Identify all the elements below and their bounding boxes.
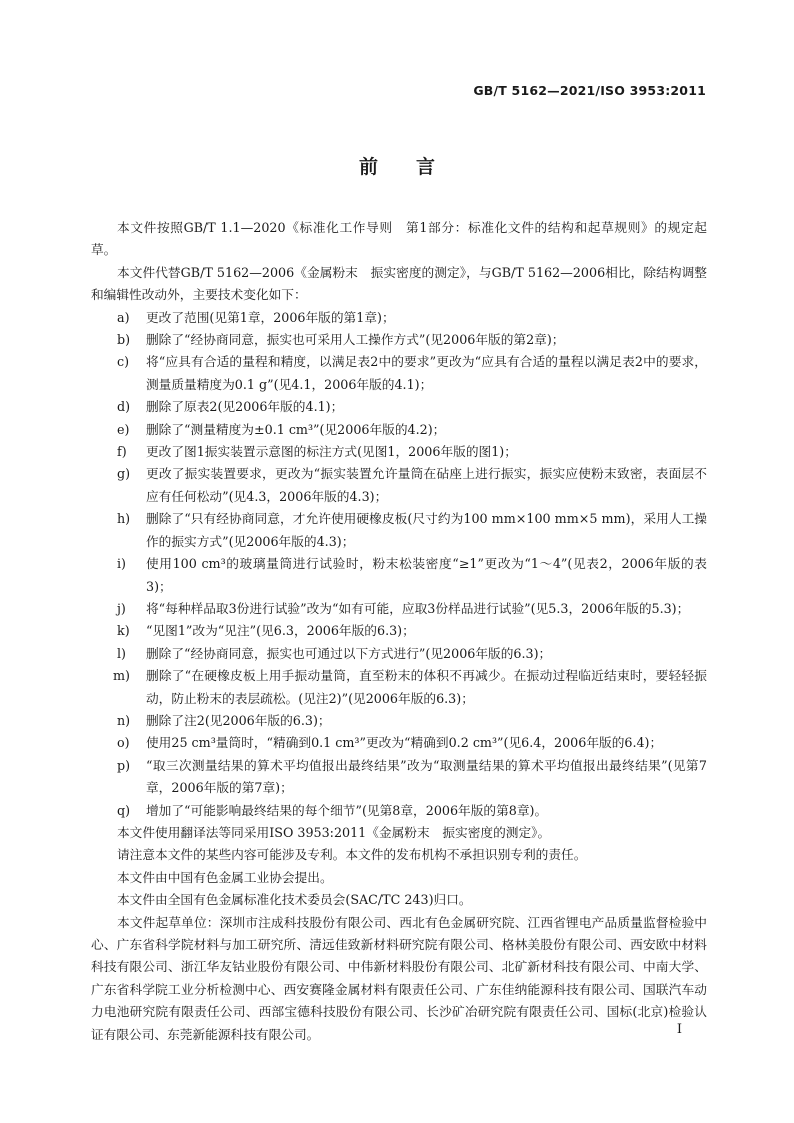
change-item [91, 307, 707, 329]
change-item [91, 351, 707, 396]
item-label: c) [117, 354, 130, 370]
item-text: 删除了注2(见2006年版的6.3)； [146, 712, 331, 728]
change-item [91, 732, 707, 754]
change-item [91, 800, 707, 822]
item-text: 增加了“可能影响最终结果的每个细节”(见第8章，2006年版的第8章)。 [146, 802, 548, 818]
item-text: 将“应具有合适的量程和精度，以满足表2中的要求”更改为“应具有合适的量程以满足表2中的要求，测量质量精度为0.1 g”(见4.1，2006年版的4.1)； [146, 354, 707, 392]
change-item [91, 329, 707, 351]
item-label: a) [117, 309, 130, 325]
item-label: g) [117, 466, 131, 482]
item-text: 更改了振实装置要求，更改为“振实装置允许量筒在砧座上进行振实，振实应使粉末致密，表面层不应有任何松动”(见4.3，2006年版的4.3)； [146, 466, 707, 504]
paragraph-committee: 本文件由全国有色金属标准化技术委员会(SAC/TC 243)归口。 [117, 892, 472, 908]
item-text: 删除了“只有经协商同意，才允许使用硬橡皮板(尺寸约为100 mm×100 mm×5 mm)，采用人工操作的振实方式”(见2006年版的4.3)； [146, 511, 707, 549]
item-text: “见图1”改为“见注”(见6.3，2006年版的6.3)； [146, 623, 415, 639]
change-list [91, 307, 707, 822]
item-label: d) [117, 399, 131, 415]
item-text: 删除了“在硬橡皮板上用手振动量筒，直至粉末的体积不再减少。在振动过程临近结束时，要轻轻振动，防止粉末的表层疏松。(见注2)”(见2006年版的6.3)； [146, 668, 707, 706]
change-item [91, 665, 707, 710]
change-item [91, 710, 707, 732]
page-number: I [676, 1022, 682, 1037]
item-label: e) [117, 421, 130, 437]
item-label: i) [117, 556, 127, 572]
paragraph-adoption: 本文件使用翻译法等同采用ISO 3953:2011《金属粉末 振实密度的测定》。 [117, 824, 551, 840]
item-text: 将“每种样品取3份进行试验”改为“如有可能，应取3份样品进行试验”(见5.3，2006年版的5.3)； [146, 600, 690, 616]
paragraph-proposer: 本文件由中国有色金属工业协会提出。 [117, 869, 333, 885]
change-item [91, 620, 707, 642]
item-text: 删除了“经协商同意，振实也可采用人工操作方式”(见2006年版的第2章)； [146, 332, 565, 348]
standard-number: GB/T 5162—2021/ISO 3953:2011 [473, 83, 706, 98]
item-label: n) [117, 712, 131, 728]
item-label: f) [117, 444, 127, 460]
change-item [91, 553, 707, 598]
change-item [91, 463, 707, 508]
change-item [91, 755, 707, 800]
item-label: h) [117, 511, 131, 527]
item-text: 更改了范围(见第1章，2006年版的第1章)； [146, 309, 395, 325]
item-text: 使用100 cm³的玻璃量筒进行试验时，粉末松装密度“≥1”更改为“1～4”(见表2，2006年版的表3)； [146, 556, 707, 594]
item-text: 更改了图1振实装置示意图的标注方式(见图1，2006年版的图1)； [146, 444, 517, 460]
paragraph-drafting-rule: 本文件按照GB/T 1.1—2020《标准化工作导则 第1部分：标准化文件的结构和起草规则》的规定起草。 [91, 220, 707, 258]
item-label: q) [117, 802, 131, 818]
paragraph-patent-notice: 请注意本文件的某些内容可能涉及专利。本文件的发布机构不承担识别专利的责任。 [117, 847, 587, 863]
item-text: 使用25 cm³量筒时，“精确到0.1 cm³”更改为“精确到0.2 cm³”(见6.4，2006年版的6.4)； [146, 735, 663, 751]
item-label: p) [117, 757, 131, 773]
foreword-body [91, 217, 707, 1046]
item-label: o) [117, 735, 130, 751]
paragraph-drafting-units: 本文件起草单位：深圳市注成科技股份有限公司、西北有色金属研究院、江西省锂电产品质量监督检验中心、广东省科学院材料与加工研究所、清远佳致新材料研究院有限公司、格林美股份有限公司、西安欧中材料科技有限公司、浙江华友钴业股份有限公司、中伟新材料股份有限公司、北矿新材科技有限公司、中南大学、广东省科学院工业分析检测中心、西安赛隆金属材料有限责任公司、广东佳纳能源科技有限公司、国联汽车动力电池研究院有限责任公司、西部宝德科技股份有限公司、长沙矿冶研究院有限责任公司、国标(北京)检验认证有限公司、东莞新能源科技有限公司。 [91, 914, 707, 1042]
item-label: l) [117, 645, 127, 661]
page-title: 前言 [358, 156, 473, 178]
item-text: “取三次测量结果的算术平均值报出最终结果”改为“取测量结果的算术平均值报出最终结果”(见第7章，2006年版的第7章)； [146, 757, 707, 796]
change-item [91, 598, 707, 620]
change-item [91, 643, 707, 665]
change-item [91, 419, 707, 441]
item-label: j) [117, 600, 126, 616]
item-label: k) [117, 623, 130, 639]
item-label: m) [113, 668, 130, 684]
item-text: 删除了“测量精度为±0.1 cm³”(见2006年版的4.2)； [146, 421, 446, 437]
change-item [91, 508, 707, 553]
item-text: 删除了原表2(见2006年版的4.1)； [146, 399, 344, 415]
change-item [91, 396, 707, 418]
change-item [91, 441, 707, 463]
item-text: 删除了“经协商同意，振实也可通过以下方式进行”(见2006年版的6.3)； [146, 645, 552, 661]
paragraph-replacement: 本文件代替GB/T 5162—2006《金属粉末 振实密度的测定》，与GB/T 5162—2006相比，除结构调整和编辑性改动外，主要技术变化如下： [91, 264, 707, 303]
item-label: b) [117, 332, 131, 348]
